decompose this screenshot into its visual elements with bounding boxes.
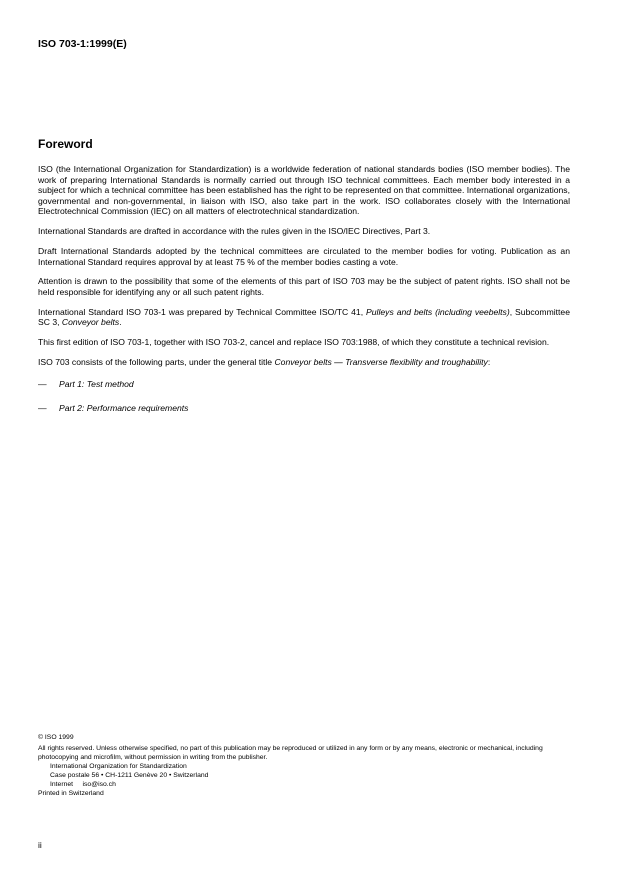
dash-bullet: — bbox=[38, 379, 47, 390]
paragraph-edition: This first edition of ISO 703-1, together with ISO 703-2, cancel and replace ISO 703:1988, of which they constitute a technical revision. bbox=[38, 337, 550, 348]
paragraph-voting: Draft International Standards adopted by the technical committees are circulated to the member bodies for voting. Publication as an International Standard requires approval by at least 75 % of the member bodies casting a vote. bbox=[38, 245, 570, 267]
paragraph-patent-rights: Attention is drawn to the possibility that some of the elements of this part of ISO 703 may be the subject of patent rights. ISO shall not be held responsible for identifying any or all such patent rights. bbox=[38, 276, 570, 297]
page-title: Foreword bbox=[38, 137, 93, 151]
paragraph-iso-intro: ISO (the International Organization for Standardization) is a worldwide federation of national standards bodies (ISO member bodies). The work of preparing International Standards is normally carried out through ISO technical committees. Each member body interested in a subject for which a technical committee has been established has the right to be represented on that committee. International organizations, governmental and non-governmental, in liaison with ISO, also take part in the work. ISO collaborates closely with the International Electrotechnical Commission (IEC) on all matters of electrotechnical standardization. bbox=[38, 164, 570, 217]
paragraph-parts-intro: ISO 703 consists of the following parts, under the general title Conveyor belts — Transverse flexibility and troughability: bbox=[38, 356, 491, 367]
org-internet: Internet iso@iso.ch bbox=[50, 781, 116, 788]
page-number: ii bbox=[38, 840, 42, 850]
dash-bullet: — bbox=[38, 403, 47, 414]
paragraph-drafting-rules: International Standards are drafted in accordance with the rules given in the ISO/IEC Directives, Part 3. bbox=[38, 226, 431, 237]
copyright-line: © ISO 1999 bbox=[38, 734, 74, 741]
paragraph-committee: International Standard ISO 703-1 was prepared by Technical Committee ISO/TC 41, Pulleys and belts (including veebelts), Subcommittee SC 3, Conveyor belts. bbox=[38, 306, 570, 328]
copyright-footer bbox=[38, 733, 583, 798]
org-name: International Organization for Standardization bbox=[50, 763, 187, 770]
list-item-part-2: — Part 2: Performance requirements bbox=[38, 403, 189, 414]
org-address: Case postale 56 • CH-1211 Genève 20 • Switzerland bbox=[50, 772, 209, 779]
list-item-part-1: — Part 1: Test method bbox=[38, 379, 134, 390]
rights-notice: All rights reserved. Unless otherwise specified, no part of this publication may be reproduced or utilized in any form or by any means, electronic or mechanical, including photocopying and microfilm, without permission in writing from the publisher. bbox=[38, 745, 543, 761]
foreword-body bbox=[38, 164, 570, 427]
printed-in: Printed in Switzerland bbox=[38, 790, 104, 797]
document-id-header: ISO 703-1:1999(E) bbox=[38, 38, 127, 50]
